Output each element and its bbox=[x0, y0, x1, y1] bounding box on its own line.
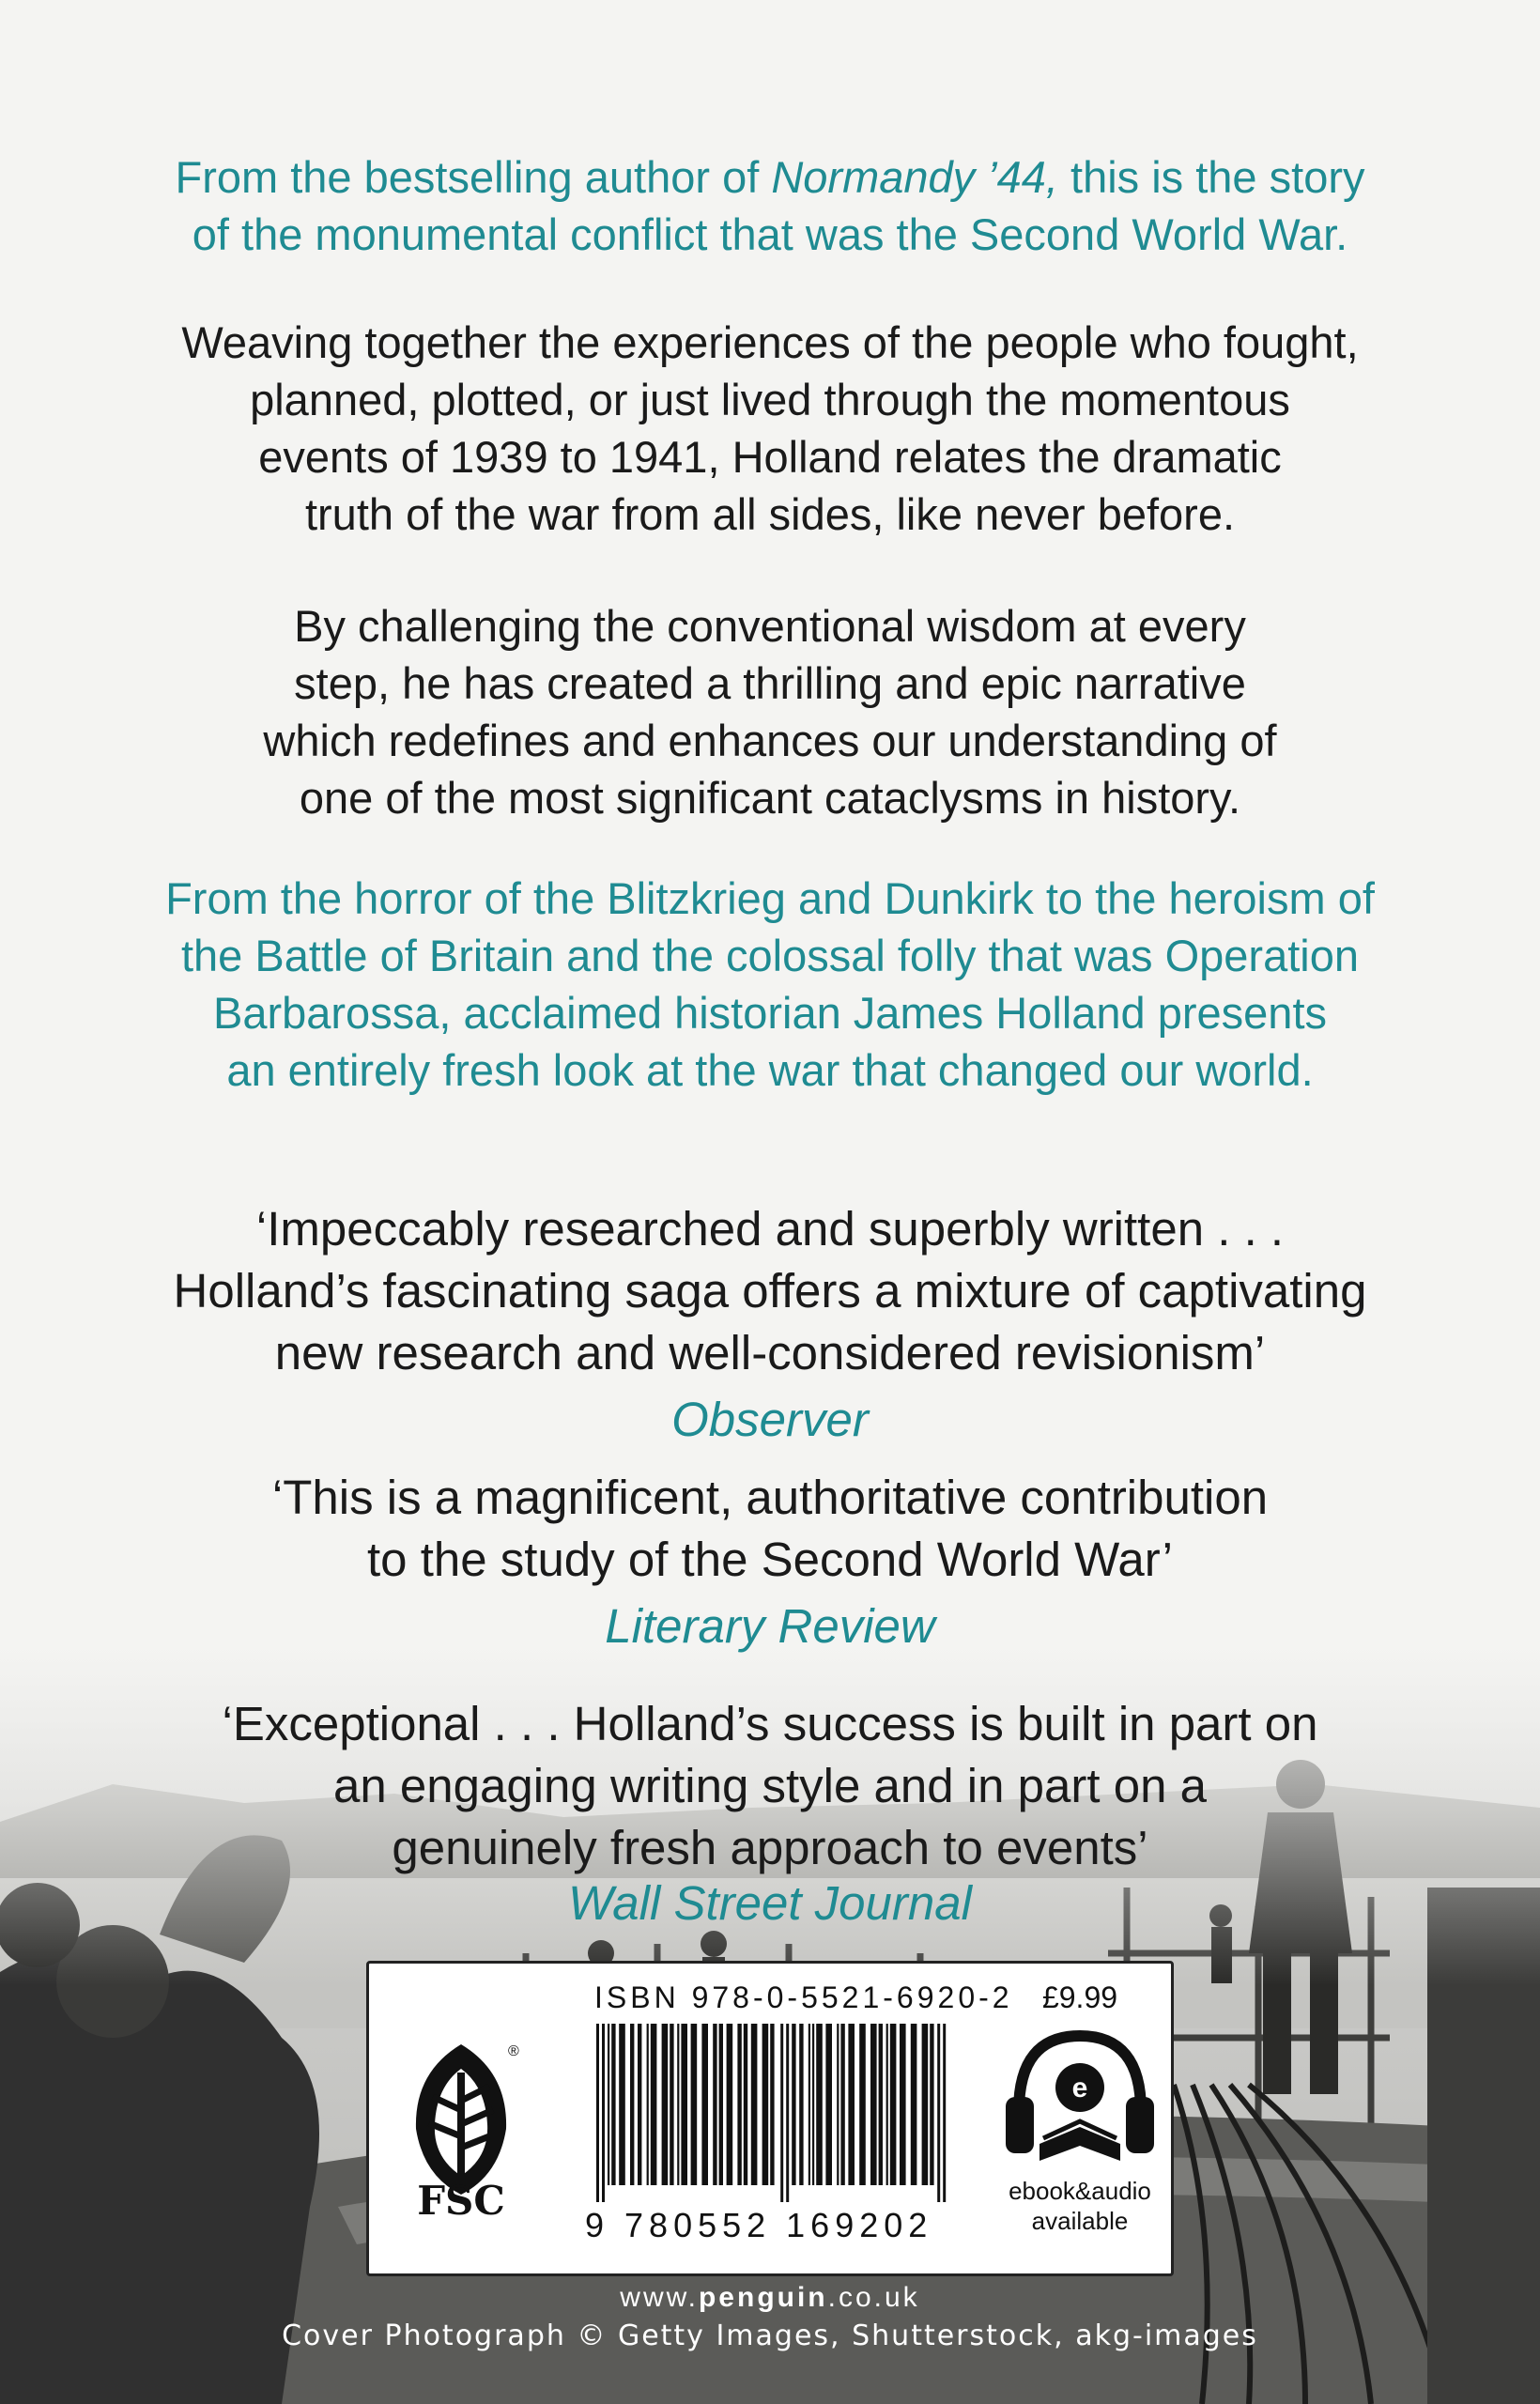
barcode-bar bbox=[713, 2024, 716, 2185]
paragraph-line: the Battle of Britain and the colossal folly that was Operation bbox=[180, 931, 1360, 980]
description-paragraph-1 bbox=[113, 314, 1427, 543]
barcode-bar bbox=[930, 2024, 933, 2185]
barcode-bar bbox=[762, 2024, 769, 2185]
barcode-bar bbox=[638, 2024, 641, 2185]
barcode-bar bbox=[808, 2024, 810, 2185]
url-brand: penguin bbox=[698, 2282, 828, 2313]
url-prefix: www. bbox=[620, 2282, 699, 2313]
ebook-line-2: available bbox=[1031, 2207, 1129, 2235]
barcode-bar bbox=[596, 2024, 599, 2202]
barcode bbox=[593, 2024, 968, 2202]
barcode-bar bbox=[630, 2024, 634, 2185]
barcode-bar bbox=[670, 2024, 673, 2185]
barcode-bar bbox=[677, 2024, 679, 2185]
barcode-bar bbox=[719, 2024, 723, 2185]
fsc-label: FSC bbox=[417, 2178, 505, 2224]
barcode-bar bbox=[780, 2024, 783, 2202]
isbn-text: ISBN 978-0-5521-6920-2 bbox=[594, 1980, 1013, 2014]
publisher-url[interactable] bbox=[0, 2282, 1540, 2314]
barcode-bar bbox=[681, 2024, 687, 2185]
barcode-digits: 9 780552 169202 bbox=[585, 2206, 933, 2244]
barcode-bar bbox=[870, 2024, 877, 2185]
paragraph-line: planned, plotted, or just lived through the momentous bbox=[250, 375, 1290, 424]
headphones-logo-letter: e bbox=[1071, 2073, 1088, 2104]
barcode-bar bbox=[886, 2024, 888, 2185]
barcode-bar bbox=[744, 2024, 747, 2185]
paragraph-line: one of the most significant cataclysms in history. bbox=[299, 773, 1241, 823]
barcode-bar bbox=[647, 2024, 649, 2185]
quote-line: ‘This is a magnificent, authoritative contribution bbox=[271, 1471, 1269, 1524]
review-quote-3 bbox=[113, 1693, 1427, 1879]
barcode-bar bbox=[911, 2024, 917, 2185]
paragraph-line: truth of the war from all sides, like never before. bbox=[304, 489, 1236, 539]
barcode-bar bbox=[890, 2024, 897, 2185]
barcode-bar bbox=[662, 2024, 669, 2185]
barcode-bar bbox=[770, 2024, 774, 2185]
review-source-2: Literary Review bbox=[605, 1599, 935, 1653]
ebook-line-1: ebook&audio bbox=[1009, 2177, 1151, 2205]
barcode-panel bbox=[366, 1961, 1174, 2276]
paragraph-line: an entirely fresh look at the war that changed our world. bbox=[226, 1045, 1314, 1095]
svg-text:®: ® bbox=[508, 2043, 519, 2059]
barcode-bar bbox=[837, 2024, 839, 2185]
barcode-bar bbox=[840, 2024, 844, 2185]
quote-line: to the study of the Second World War’ bbox=[367, 1533, 1173, 1586]
review-source-3: Wall Street Journal bbox=[568, 1876, 972, 1930]
url-suffix: .co.uk bbox=[827, 2282, 920, 2313]
barcode-bar bbox=[799, 2024, 803, 2185]
barcode-bar bbox=[859, 2024, 866, 2185]
barcode-bar bbox=[812, 2024, 814, 2185]
paragraph-line: Barbarossa, acclaimed historian James Holland presents bbox=[212, 988, 1327, 1038]
barcode-bar bbox=[816, 2024, 823, 2185]
barcode-bar bbox=[922, 2024, 929, 2185]
book-title-italic: Normandy ’44, bbox=[771, 152, 1058, 202]
barcode-bar bbox=[619, 2024, 625, 2185]
paragraph-line: which redefines and enhances our understanding of bbox=[263, 716, 1277, 765]
photo-credit: Cover Photograph © Getty Images, Shutterstock, akg-images bbox=[282, 2319, 1258, 2352]
headphones-book-icon bbox=[1000, 2022, 1160, 2172]
barcode-bar bbox=[848, 2024, 855, 2185]
barcode-bar bbox=[602, 2024, 605, 2202]
barcode-bar bbox=[608, 2024, 609, 2185]
barcode-bar bbox=[825, 2024, 832, 2185]
barcode-bar bbox=[691, 2024, 698, 2185]
paragraph-line: step, he has created a thrilling and epic narrative bbox=[294, 658, 1246, 708]
paragraph-line: Weaving together the experiences of the people who fought, bbox=[181, 317, 1359, 367]
description-paragraph-3 bbox=[113, 870, 1427, 1099]
quote-line: genuinely fresh approach to events’ bbox=[392, 1821, 1148, 1874]
barcode-bar bbox=[900, 2024, 906, 2185]
intro-prefix: From the bestselling author of bbox=[175, 152, 772, 202]
barcode-bar bbox=[751, 2024, 758, 2185]
price-label: £9.99 bbox=[1041, 1980, 1118, 2014]
quote-line: an engaging writing style and in part on a bbox=[333, 1759, 1207, 1812]
quote-line: Holland’s fascinating saga offers a mixture of captivating bbox=[173, 1264, 1367, 1318]
barcode-bar bbox=[937, 2024, 940, 2202]
barcode-bar bbox=[943, 2024, 946, 2202]
description-paragraph-2 bbox=[113, 597, 1427, 826]
review-quote-2 bbox=[113, 1467, 1427, 1591]
barcode-bar bbox=[611, 2024, 615, 2185]
review-quote-1 bbox=[113, 1198, 1427, 1384]
intro-line-1 bbox=[113, 148, 1427, 206]
barcode-bar bbox=[786, 2024, 789, 2202]
barcode-bar bbox=[651, 2024, 657, 2185]
quote-line: ‘Impeccably researched and superbly written . . . bbox=[255, 1202, 1285, 1256]
paragraph-line: From the horror of the Blitzkrieg and Dunkirk to the heroism of bbox=[165, 873, 1375, 923]
review-source-1: Observer bbox=[671, 1393, 869, 1446]
intro-line-2: of the monumental conflict that was the Second World War. bbox=[192, 209, 1348, 259]
paragraph-line: events of 1939 to 1941, Holland relates the dramatic bbox=[258, 432, 1282, 482]
barcode-bar bbox=[792, 2024, 795, 2185]
intro-paragraph bbox=[113, 148, 1427, 263]
quote-line: new research and well-considered revisionism’ bbox=[274, 1326, 1266, 1379]
paragraph-line: By challenging the conventional wisdom at every bbox=[294, 601, 1246, 651]
barcode-bar bbox=[737, 2024, 741, 2185]
ebook-audio-label bbox=[989, 2176, 1171, 2236]
barcode-bar bbox=[879, 2024, 883, 2185]
quote-line: ‘Exceptional . . . Holland’s success is built in part on bbox=[222, 1697, 1318, 1750]
intro-suffix: this is the story bbox=[1057, 152, 1365, 202]
barcode-bar bbox=[727, 2024, 733, 2185]
barcode-bar bbox=[701, 2024, 708, 2185]
